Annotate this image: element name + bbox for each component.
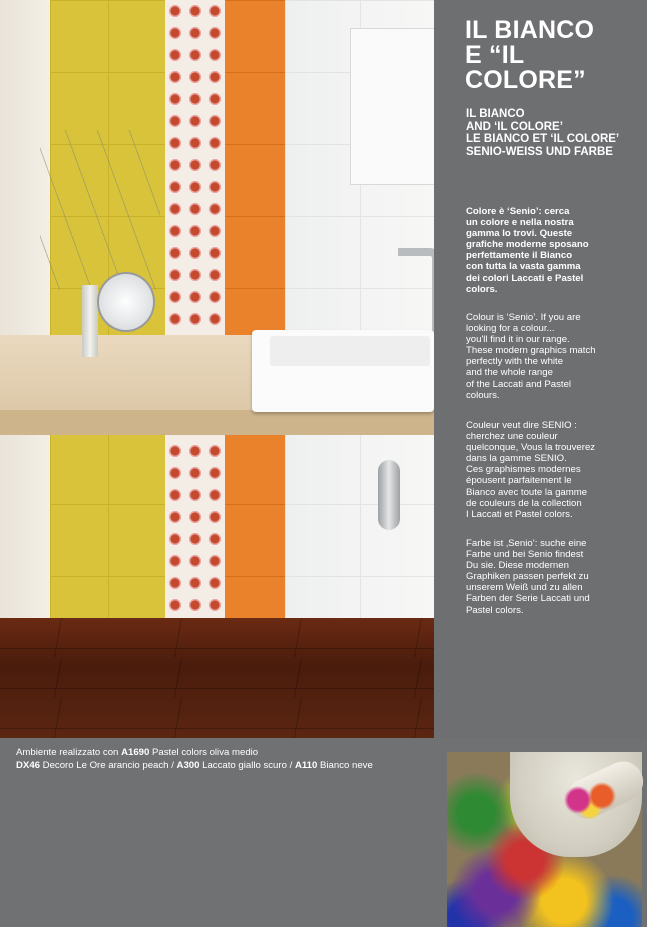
pigment-powder <box>560 780 620 820</box>
paragraph-german: Farbe ist ‚Senio’: suche eine Farbe und bei Senio findest Du sie. Diese modernen Graphiken passen perfekt zu unserem Weiß und zu allen Farben der Serie Laccati und Pastel colors. <box>466 538 590 616</box>
paragraph-english: Colour is ‘Senio’. If you are looking for a colour... you'll find it in our range. These modern graphics match perfectly with the white and the whole range of the Laccati and Pastel colours. <box>466 312 596 401</box>
paragraph-italian: Colore è ‘Senio’: cerca un colore e nella nostra gamma lo trovi. Queste grafiche moderne sposano perfettamente il Bianco con tutta la vasta gamma dei colori Laccati e Pastel colors. <box>466 206 589 295</box>
vase <box>82 285 98 357</box>
caption-line-1: Ambiente realizzato con A1690 Pastel colors oliva medio <box>16 747 259 758</box>
paragraph-french: Couleur veut dire SENIO : cherchez une couleur quelconque, Vous la trouverez dans la gamme SENIO. Ces graphismes modernes épousent parfaitement le Bianco avec toute la gamme de couleurs de la collection I Laccati et Pastel colors. <box>466 420 596 520</box>
caption-line-2: DX46 Decoro Le Ore arancio peach / A300 Laccato giallo scuro / A110 Bianco neve <box>16 760 373 771</box>
page-title: IL BIANCO E “IL COLORE” <box>465 16 595 94</box>
decorative-stems <box>40 130 160 290</box>
sink-trap <box>378 460 400 530</box>
product-caption <box>16 746 436 772</box>
subtitles: IL BIANCO AND ‘IL COLORE’ LE BIANCO ET ‘IL COLORE’ SENIO-WEISS UND FARBE <box>466 108 620 158</box>
round-mirror <box>97 272 155 332</box>
wall-mirror <box>350 28 434 185</box>
decor-tile-strip <box>165 0 225 640</box>
faucet <box>398 248 434 336</box>
orange-tiles <box>225 0 285 640</box>
